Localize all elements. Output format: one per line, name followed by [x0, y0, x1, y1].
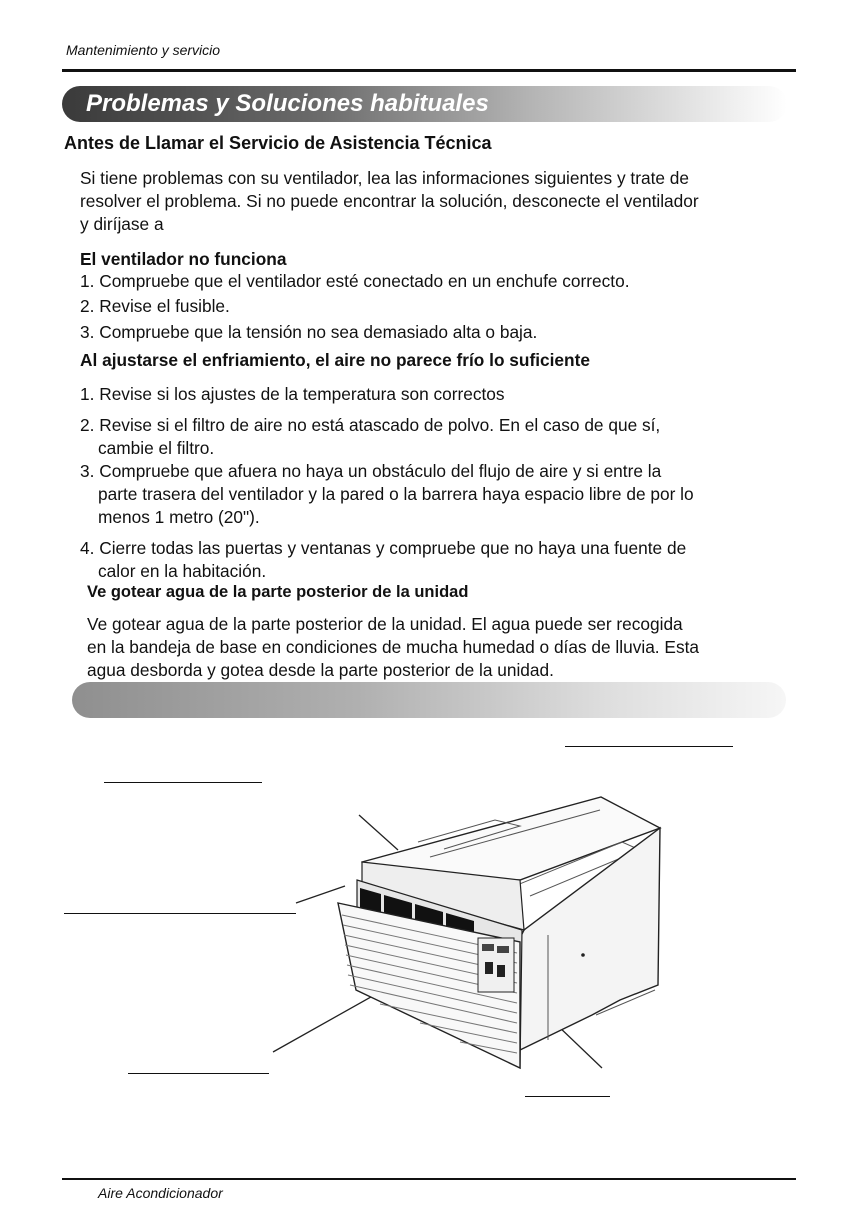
intro-line-2: resolver el problema. Si no puede encontrar la solución, desconecte el ventilador — [80, 191, 699, 211]
section-title-no-funciona: El ventilador no funciona — [80, 249, 287, 269]
list-item: 2. Revise el fusible. — [80, 296, 230, 316]
page-title: Problemas y Soluciones habituales — [86, 90, 489, 117]
list-item: 3. Compruebe que la tensión no sea demasiado alta o baja. — [80, 322, 538, 342]
gotear-line-1: Ve gotear agua de la parte posterior de la unidad. El agua puede ser recogida — [87, 614, 683, 634]
gotear-line-3: agua desborda y gotea desde la parte posterior de la unidad. — [87, 660, 554, 680]
list-item-continuation: cambie el filtro. — [98, 438, 215, 458]
section-title-gotear: Ve gotear agua de la parte posterior de la unidad — [87, 583, 469, 601]
footer-rule — [62, 1178, 796, 1180]
footer-product: Aire Acondicionador — [98, 1185, 223, 1201]
list-item-continuation: menos 1 metro (20"). — [98, 507, 260, 527]
section-header: Mantenimiento y servicio — [66, 42, 221, 58]
intro-line-3: y diríjase a — [80, 214, 164, 234]
list-item: 3. Compruebe que afuera no haya un obstáculo del flujo de aire y si entre la — [80, 461, 662, 481]
list-item: 1. Revise si los ajustes de la temperatura son correctos — [80, 384, 505, 404]
section-title-enfriamiento: Al ajustarse el enfriamiento, el aire no parece frío lo suficiente — [80, 350, 590, 370]
list-item-continuation: calor en la habitación. — [98, 561, 267, 581]
list-item: 1. Compruebe que el ventilador esté conectado en un enchufe correcto. — [80, 271, 630, 291]
list-item: 2. Revise si el filtro de aire no está atascado de polvo. En el caso de que sí, — [80, 415, 661, 435]
intro-line-1: Si tiene problemas con su ventilador, lea las informaciones siguientes y trate de — [80, 168, 690, 188]
list-item-continuation: parte trasera del ventilador y la pared o la barrera haya espacio libre de por lo — [98, 484, 694, 504]
gotear-line-2: en la bandeja de base en condiciones de mucha humedad o días de lluvia. Esta — [87, 637, 699, 657]
list-item: 4. Cierre todas las puertas y ventanas y compruebe que no haya una fuente de — [80, 538, 687, 558]
main-heading: Antes de Llamar el Servicio de Asistencia Técnica — [64, 133, 492, 153]
